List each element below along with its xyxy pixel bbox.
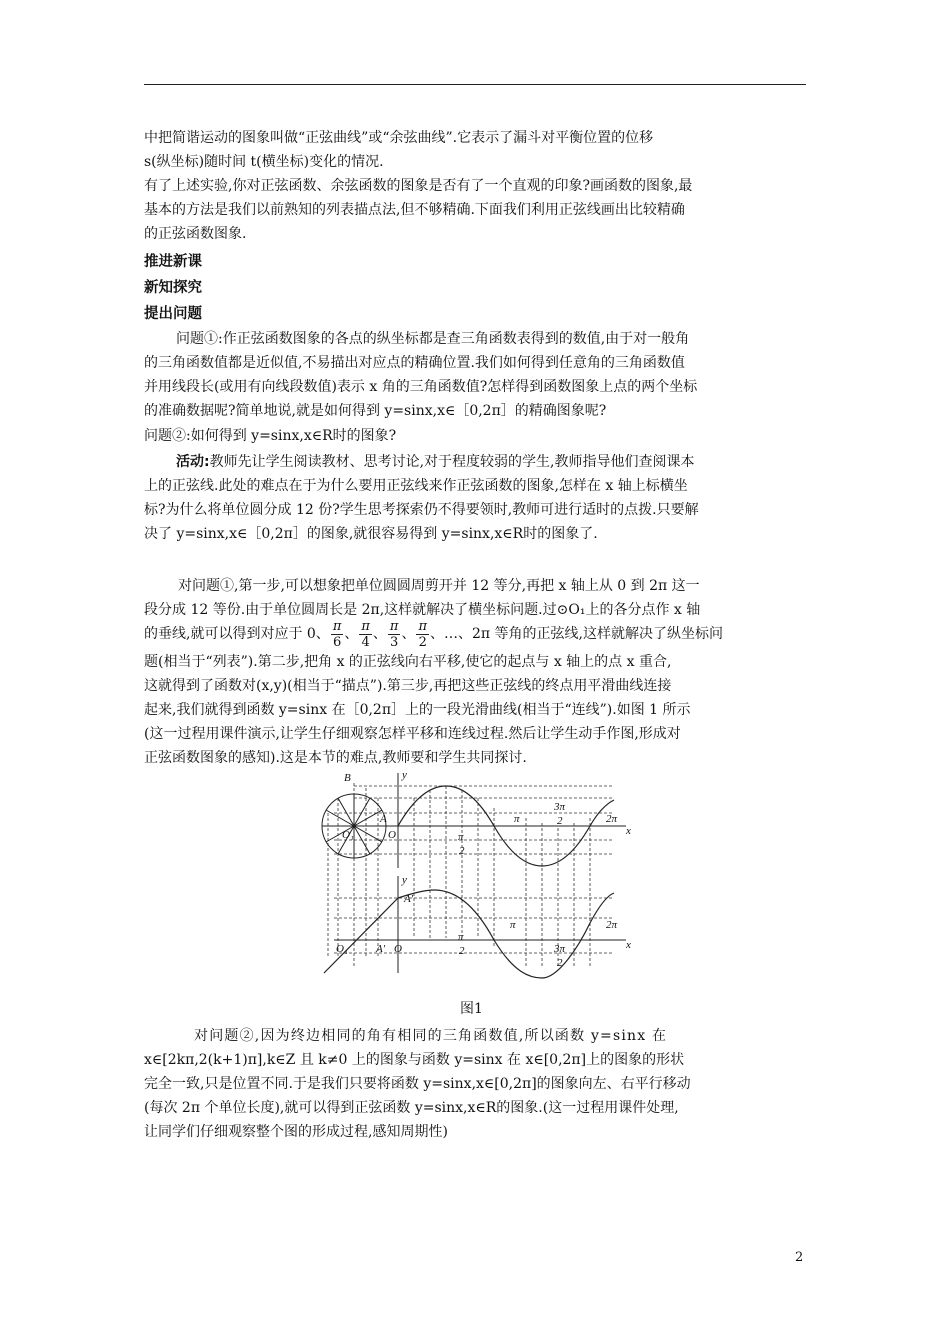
a1-line-3-text-a: 的垂线,就可以得到对应于 0、	[144, 626, 330, 642]
heading-tichu: 提出问题	[144, 306, 202, 322]
label-3pi-half-num-bottom: 3π	[554, 943, 566, 955]
frac-den: 6	[332, 634, 342, 650]
label-A-prime: A'	[404, 893, 414, 905]
q1-line-4: 的准确数据呢?简单地说,就是如何得到 y=sinx,x∈［0,2π］的精确图象呢?	[144, 403, 607, 419]
frac-num: π	[389, 618, 399, 634]
unit-circle	[322, 794, 386, 858]
intro-line-5: 的正弦函数图象.	[144, 226, 247, 242]
a1-line-3	[144, 618, 806, 650]
label-y-bottom: y	[402, 874, 407, 886]
label-3pi-half-num: 3π	[554, 801, 566, 813]
a1-line-5: 这就得到了函数对(x,y)(相当于“描点”).第三步,再把这些正弦线的终点用平滑曲线连接	[144, 678, 672, 694]
a1-line-1: 对问题①,第一步,可以想象把单位圆圆周剪开并 12 等分,再把 x 轴上从 0 到 2π 这一	[178, 578, 700, 594]
label-pi-half-den-bottom: 2	[459, 945, 465, 957]
label-3pi-half-den: 2	[557, 815, 563, 827]
label-O-bottom: O	[394, 943, 402, 955]
label-pi-half-den: 2	[459, 845, 465, 857]
frac-den: 2	[418, 634, 427, 650]
a1-line-3-text-e: 、…、2π 等角的正弦线,这样就解决了纵坐标问	[430, 626, 724, 642]
fraction-pi-3	[388, 619, 401, 650]
label-O1-bottom: O₁	[336, 943, 348, 955]
q2-line-1: 问题②:如何得到 y=sinx,x∈R时的图象?	[144, 428, 397, 444]
intro-line-1: 中把简谐运动的图象叫做“正弦曲线”或“余弦曲线”.它表示了漏斗对平衡位置的位移	[144, 130, 654, 146]
header-rule	[144, 84, 806, 85]
activity-line-4: 决了 y=sinx,x∈［0,2π］的图象,就很容易得到 y=sinx,x∈R时的图象了.	[144, 526, 598, 542]
a2-line-5: 让同学们仔细观察整个图的形成过程,感知周期性)	[144, 1124, 448, 1140]
intro-line-4: 基本的方法是我们以前熟知的列表描点法,但不够精确.下面我们利用正弦线画出比较精确	[144, 202, 685, 218]
intro-line-3: 有了上述实验,你对正弦函数、余弦函数的图象是否有了一个直观的印象?画函数的图象,最	[144, 178, 693, 194]
a2-line-1: 对问题②,因为终边相同的角有相同的三角函数值,所以函数 y=sinx 在	[194, 1028, 668, 1044]
intro-line-2: s(纵坐标)随时间 t(横坐标)变化的情况.	[144, 154, 384, 170]
activity-text-1: 教师先让学生阅读教材、思考讨论,对于程度较弱的学生,教师指导他们查阅课本	[209, 454, 695, 470]
heading-xinzhi: 新知探究	[144, 280, 202, 296]
activity-line-1	[176, 450, 838, 474]
a1-line-4: 题(相当于“列表”).第二步,把角 x 的正弦线向右平移,使它的起点与 x 轴上的点 x 重合,	[144, 654, 672, 670]
frac-den: 4	[361, 634, 370, 650]
a1-line-2: 段分成 12 等份.由于单位圆周长是 2π,这样就解决了横坐标问题.过⊙O₁上的各分点作 x 轴	[144, 602, 701, 618]
a1-sep: 、	[344, 626, 359, 642]
label-O1: O₁	[342, 829, 354, 841]
q1-line-3: 并用线段长(或用有向线段数值)表示 x 角的三角函数值?怎样得到函数图象上点的两个坐标	[144, 379, 698, 395]
activity-line-2: 上的正弦线.此处的难点在于为什么要用正弦线来作正弦函数的图象,怎样在 x 轴上标横坐	[144, 478, 688, 494]
q1-line-1: 问题①:作正弦函数图象的各点的纵坐标都是查三角函数表得到的数值,由于对一般角	[176, 331, 690, 347]
label-B: B	[344, 772, 351, 784]
label-2pi-top: 2π	[606, 813, 618, 825]
frac-num: π	[361, 618, 370, 634]
fraction-pi-2	[416, 619, 429, 650]
q1-line-2: 的三角函数值都是近似值,不易描出对应点的精确位置.我们如何得到任意角的三角函数值	[144, 355, 685, 371]
frac-den: 3	[390, 634, 399, 650]
a1-line-8: 正弦函数图象的感知).这是本节的难点,教师要和学生共同探讨.	[144, 750, 527, 766]
label-pi-bottom: π	[510, 919, 516, 931]
a2-line-2: x∈[2kπ,2(k+1)π],k∈Z 且 k≠0 上的图象与函数 y=sinx 在 x∈[0,2π]上的图象的形状	[144, 1052, 685, 1068]
label-x-top: x	[626, 825, 631, 837]
a2-line-3: 完全一致,只是位置不同.于是我们只要将函数 y=sinx,x∈[0,2π]的图象向左、右平行移动	[144, 1076, 691, 1092]
label-x-bottom: x	[626, 939, 631, 951]
frac-num: π	[332, 618, 342, 634]
figure-caption: 图1	[460, 1001, 483, 1017]
heading-tuijin: 推进新课	[144, 254, 202, 270]
label-A-prime-bottom: A'	[376, 943, 386, 955]
label-pi: π	[514, 813, 520, 825]
a1-sep: 、	[401, 626, 416, 642]
sine-construction-figure	[314, 768, 636, 982]
frac-num: π	[418, 618, 427, 634]
label-O: O	[388, 829, 396, 841]
fraction-pi-4	[359, 619, 372, 650]
page-number: 2	[795, 1250, 804, 1265]
a2-line-4: (每次 2π 个单位长度),就可以得到正弦函数 y=sinx,x∈R的图象.(这一过程用课件处理,	[144, 1100, 679, 1116]
a1-line-7: (这一过程用课件演示,让学生仔细观察怎样平移和连线过程.然后让学生动手作图,形成对	[144, 726, 681, 742]
fraction-pi-6	[331, 619, 344, 650]
label-2pi-bottom: 2π	[606, 919, 618, 931]
activity-label: 活动:	[176, 454, 210, 470]
label-y-top: y	[402, 769, 407, 781]
a1-sep: 、	[372, 626, 387, 642]
label-3pi-half-den-bottom: 2	[557, 957, 563, 969]
label-A: A	[380, 813, 387, 825]
label-pi-half-num: π	[458, 831, 464, 843]
label-pi-half-num-bottom: π	[458, 931, 464, 943]
a1-line-6: 起来,我们就得到函数 y=sinx 在［0,2π］上的一段光滑曲线(相当于“连线”).如图 1 所示	[144, 702, 691, 718]
activity-line-3: 标?为什么将单位圆分成 12 份?学生思考探索仍不得要领时,教师可进行适时的点拨.只要解	[144, 502, 699, 518]
